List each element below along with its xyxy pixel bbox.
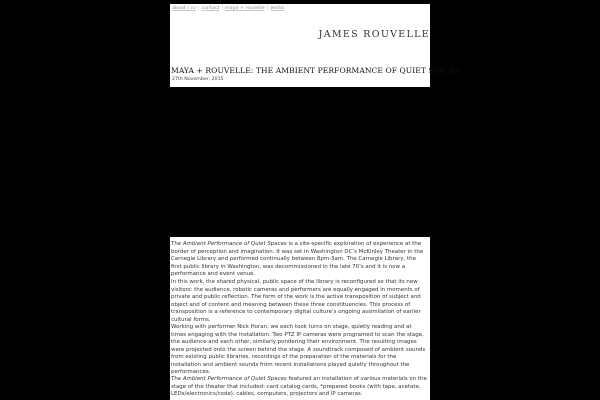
top-nav [172, 6, 284, 11]
nav-link-works[interactable]: works [270, 6, 285, 11]
work-title-italic: The Ambient Performance of Quiet Spaces [171, 376, 287, 382]
article-paragraph [171, 279, 428, 324]
article-paragraph [171, 241, 428, 279]
nav-link-maya-rouvelle[interactable]: maya + rouvelle [225, 6, 265, 11]
paragraph-text: is a site-specific exploration of experience at the border of perception and imagination. It was set in Washington DC’s McKinley Theater in the Carnegie Library and performed continually between 8pm-3am. The Carnegie Library, the first public library in Washington, was decommissioned in the late 70’s and it is now a performance and event venue. [171, 241, 424, 278]
paragraph-text: Working with performer Nick Horan, we each took turns on stage, quietly reading and at times engaging with the installation. Two PTZ IP cameras were programed to scan the stage, the audience and each other, similarly pondering their environment. The resulting images were projected onto the screen behind the stage. A soundtrack composed of ambient sounds from existing public libraries, recordings of the preparation of the materials for the installation and ambient sounds from recent installations played quietly throughout the performances. [171, 324, 426, 376]
video-embed[interactable] [170, 87, 430, 237]
nav-link-contact[interactable]: contact [201, 6, 220, 11]
article-paragraph [171, 324, 428, 377]
site-header [170, 4, 461, 87]
nav-separator: | [221, 6, 224, 11]
nav-separator: | [266, 6, 269, 11]
work-title-italic: The Ambient Performance of Quiet Spaces [171, 241, 287, 247]
article-paragraph [171, 376, 428, 399]
paragraph-text: In this work, the shared physical, public space of the library is reconfigured so that its new visitors: the audience, robotic cameras and performers are equally engaged in moments of private and public reflection. The form of the work is the active transposition of subject and object and of content and meaning between these three constituencies. This process of transposition is a reference to contemporary digital culture’s ongoing assimilation of earlier cultural forms. [171, 279, 421, 323]
nav-link-about-cv[interactable]: about / cv [172, 6, 196, 11]
post-date: 27th November, 2015 [172, 77, 224, 82]
page-container [170, 4, 461, 400]
paragraph-text: featured an installation of various materials on the stage of the theater that included: card catalog cards, *prepared books (with tape, acetate, LEDs/electronics/code), cables, computers, projectors and IP cameras. [171, 376, 427, 398]
site-title[interactable]: JAMES ROUVELLE [318, 29, 430, 40]
article-body [170, 237, 430, 400]
nav-separator: | [197, 6, 200, 11]
post-title: MAYA + ROUVELLE: THE AMBIENT PERFORMANCE OF QUIET SPACES [171, 66, 461, 75]
